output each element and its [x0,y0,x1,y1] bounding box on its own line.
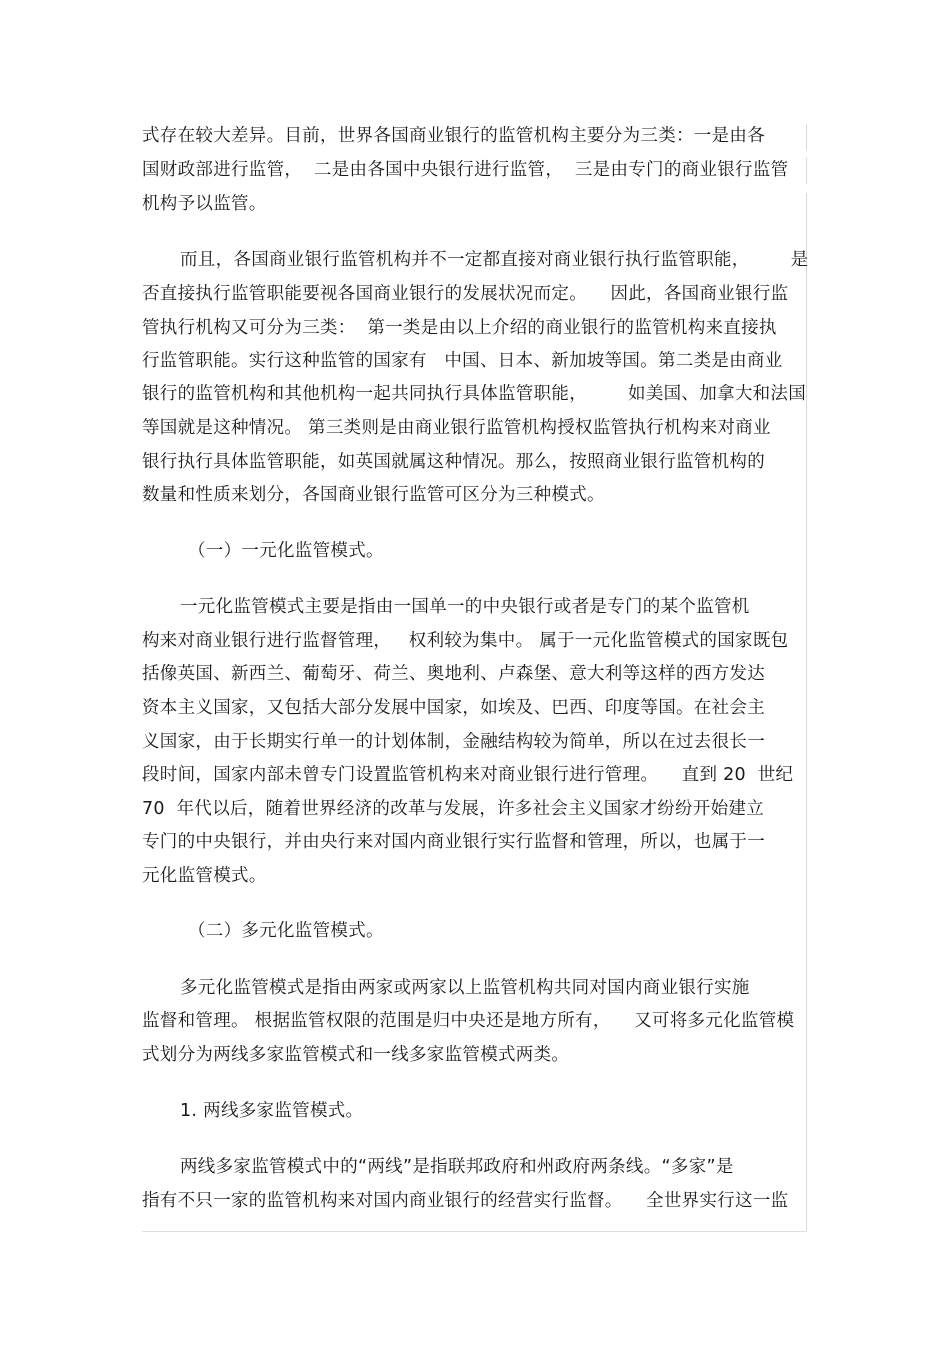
section-heading: （一）一元化监管模式。 [188,541,384,561]
text-line: 式划分为两线多家监管模式和一线多家监管模式两类。 [142,1045,570,1065]
text-line: 行监管职能。实行这种监管的国家有 中国、日本、新加坡等国。第二类是由商业 [142,351,783,371]
text-line: 指有不只一家的监管机构来对国内商业银行的经营实行监督。 全世界实行这一监 [142,1191,789,1211]
text-line: 监督和管理。 根据监管权限的范围是归中央还是地方所有， 又可将多元化监管模 [142,1011,795,1031]
text-line: 括像英国、新西兰、葡萄牙、荷兰、奥地利、卢森堡、意大利等这样的西方发达 [142,664,765,684]
text-line: 银行执行具体监管职能，如英国就属这种情况。那么，按照商业银行监管机构的 [142,452,765,472]
text-line: 数量和性质来划分，各国商业银行监管可区分为三种模式。 [142,485,605,505]
text-line: 专门的中央银行，并由央行来对国内商业银行实行监督和管理，所以，也属于一 [142,832,765,852]
text-line: 多元化监管模式是指由两家或两家以上监管机构共同对国内商业银行实施 [180,978,750,998]
section-heading: （二）多元化监管模式。 [188,921,384,941]
text-line: 管执行机构又可分为三类： 第一类是由以上介绍的商业银行的监管机构来直接执 [142,318,777,338]
text-line: 段时间，国家内部未曾专门设置监管机构来对商业银行进行管理。 直到 20 世纪 [142,765,794,785]
text-line: 资本主义国家，又包括大部分发展中国家，如埃及、巴西、印度等国。在社会主 [142,698,765,718]
text-line: 否直接执行监管职能要视各国商业银行的发展状况而定。 因此，各国商业银行监 [142,284,789,304]
text-line: 一元化监管模式主要是指由一国单一的中央银行或者是专门的某个监管机 [180,597,750,617]
text-line: 构来对商业银行进行监督管理， 权利较为集中。 属于一元化监管模式的国家既包 [142,631,789,651]
text-line: 义国家，由于长期实行单一的计划体制，金融结构较为简单，所以在过去很长一 [142,732,765,752]
margin-rule [142,1231,807,1232]
text-line: 两线多家监管模式中的“两线”是指联邦政府和州政府两条线。“多家”是 [180,1157,734,1177]
text-line: 机构予以监管。 [142,194,267,214]
text-line: 国财政部进行监管， 二是由各国中央银行进行监管， 三是由专门的商业银行监管 [142,160,789,180]
text-line: 式存在较大差异。目前，世界各国商业银行的监管机构主要分为三类：一是由各 [142,126,765,146]
text-line: 70 年代以后，随着世界经济的改革与发展，许多社会主义国家才纷纷开始建立 [142,799,764,819]
text-line: 而且，各国商业银行监管机构并不一定都直接对商业银行执行监管职能， 是 [180,250,809,270]
subsection-heading: 1. 两线多家监管模式。 [180,1101,364,1121]
text-line: 元化监管模式。 [142,866,267,886]
text-line: 等国就是这种情况。 第三类则是由商业银行监管机构授权监管执行机构来对商业 [142,418,771,438]
text-line: 银行的监管机构和其他机构一起共同执行具体监管职能， 如美国、加拿大和法国 [142,384,807,404]
